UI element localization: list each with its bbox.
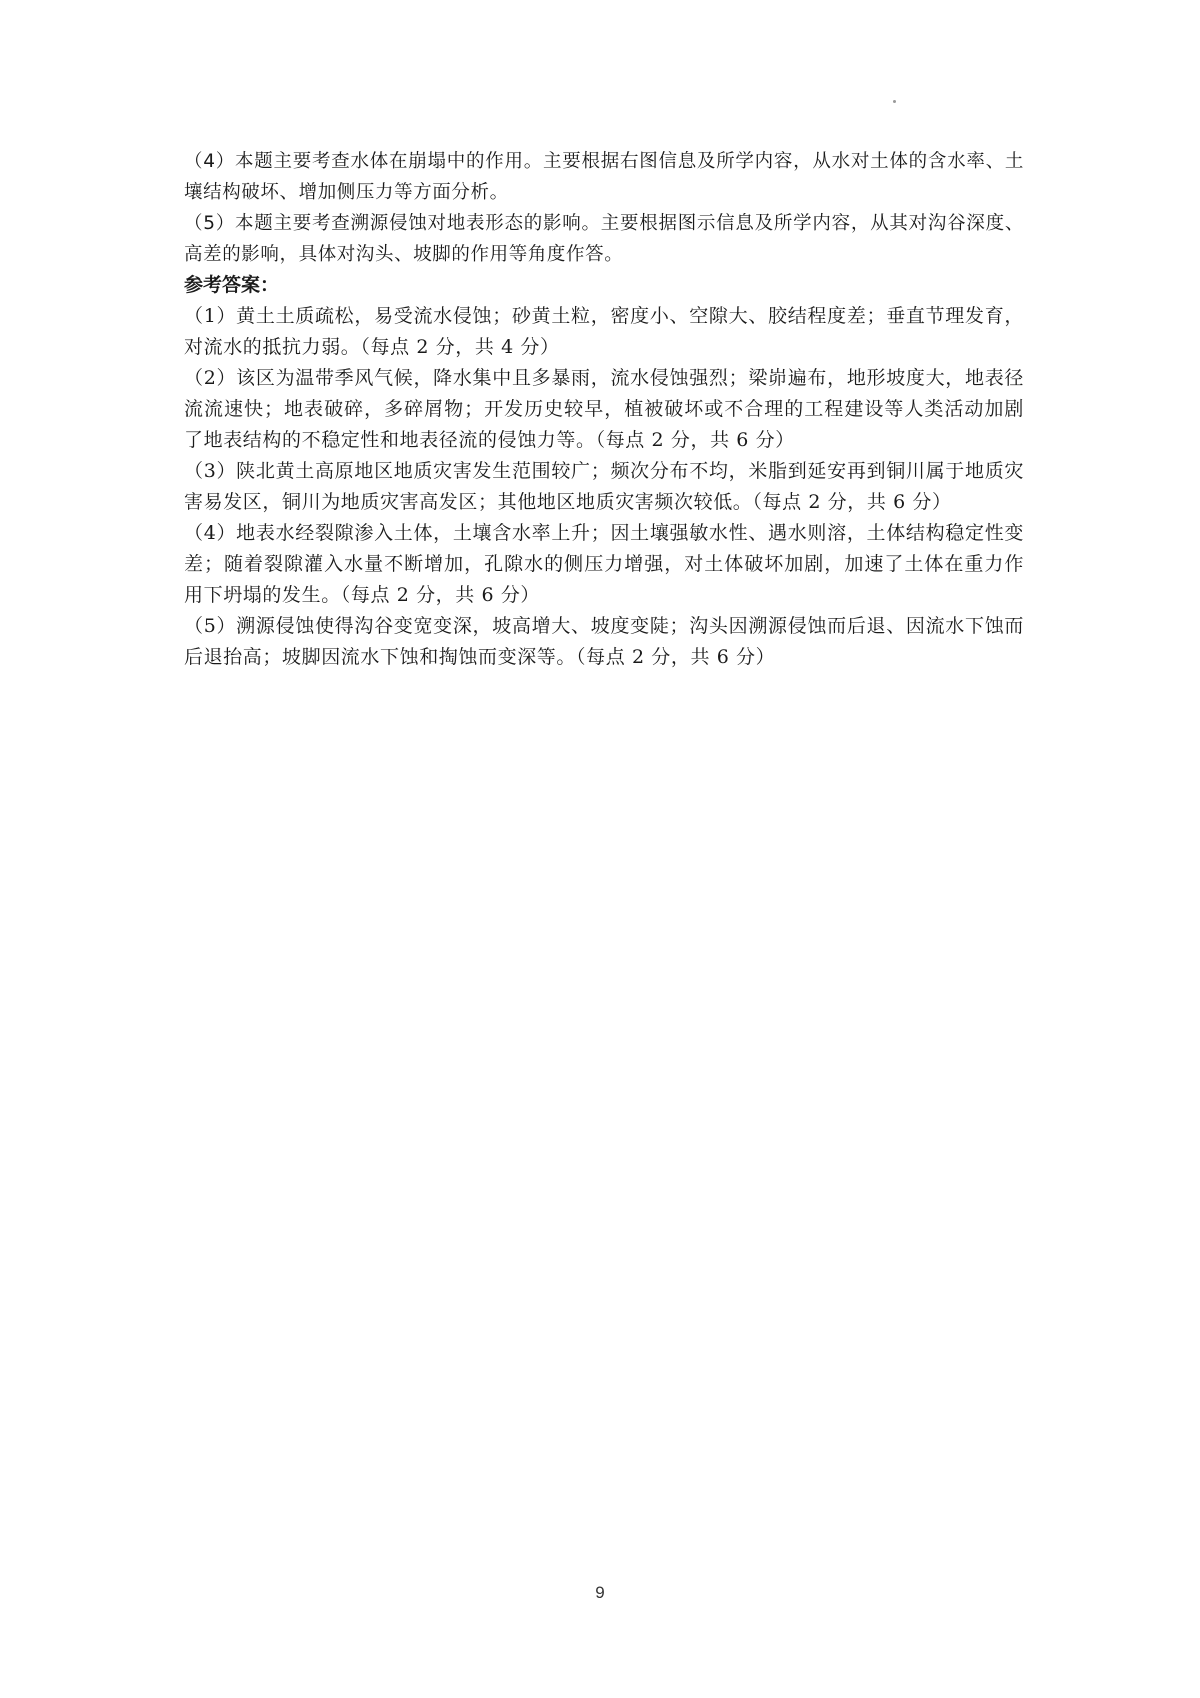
analysis-paragraph-4: （4）本题主要考查水体在崩塌中的作用。主要根据右图信息及所学内容，从水对土体的含水率、土壤结构破坏、增加侧压力等方面分析。 xyxy=(184,151,1024,203)
scan-dot-mark xyxy=(893,100,896,103)
reference-answer-heading: 参考答案： xyxy=(184,274,280,296)
answer-paragraph-2: （2）该区为温带季风气候，降水集中且多暴雨，流水侵蚀强烈；梁峁遍布，地形坡度大，地表径流流速快；地表破碎，多碎屑物；开发历史较早，植被破坏或不合理的工程建设等人类活动加剧了地表结构的不稳定性和地表径流的侵蚀力等。（每点 2 分，共 6 分） xyxy=(184,367,1024,451)
answer-paragraph-5: （5）溯源侵蚀使得沟谷变宽变深，坡高增大、坡度变陡；沟头因溯源侵蚀而后退、因流水下蚀而后退抬高；坡脚因流水下蚀和掏蚀而变深等。（每点 2 分，共 6 分） xyxy=(184,615,1024,668)
answer-paragraph-1: （1）黄土土质疏松，易受流水侵蚀；砂黄土粒，密度小、空隙大、胶结程度差；垂直节理发育，对流水的抵抗力弱。（每点 2 分，共 4 分） xyxy=(184,305,1024,358)
page-number: 9 xyxy=(595,1583,605,1602)
analysis-paragraph-5: （5）本题主要考查溯源侵蚀对地表形态的影响。主要根据图示信息及所学内容，从其对沟谷深度、高差的影响，具体对沟头、坡脚的作用等角度作答。 xyxy=(184,213,1024,265)
page-content xyxy=(184,146,1024,673)
answer-paragraph-4: （4）地表水经裂隙渗入土体，土壤含水率上升；因土壤强敏水性、遇水则溶，土体结构稳定性变差；随着裂隙灌入水量不断增加，孔隙水的侧压力增强，对土体破坏加剧，加速了土体在重力作用下坍塌的发生。（每点 2 分，共 6 分） xyxy=(184,522,1024,606)
answer-paragraph-3: （3）陕北黄土高原地区地质灾害发生范围较广；频次分布不均，米脂到延安再到铜川属于地质灾害易发区，铜川为地质灾害高发区；其他地区地质灾害频次较低。（每点 2 分，共 6 分） xyxy=(184,460,1024,513)
